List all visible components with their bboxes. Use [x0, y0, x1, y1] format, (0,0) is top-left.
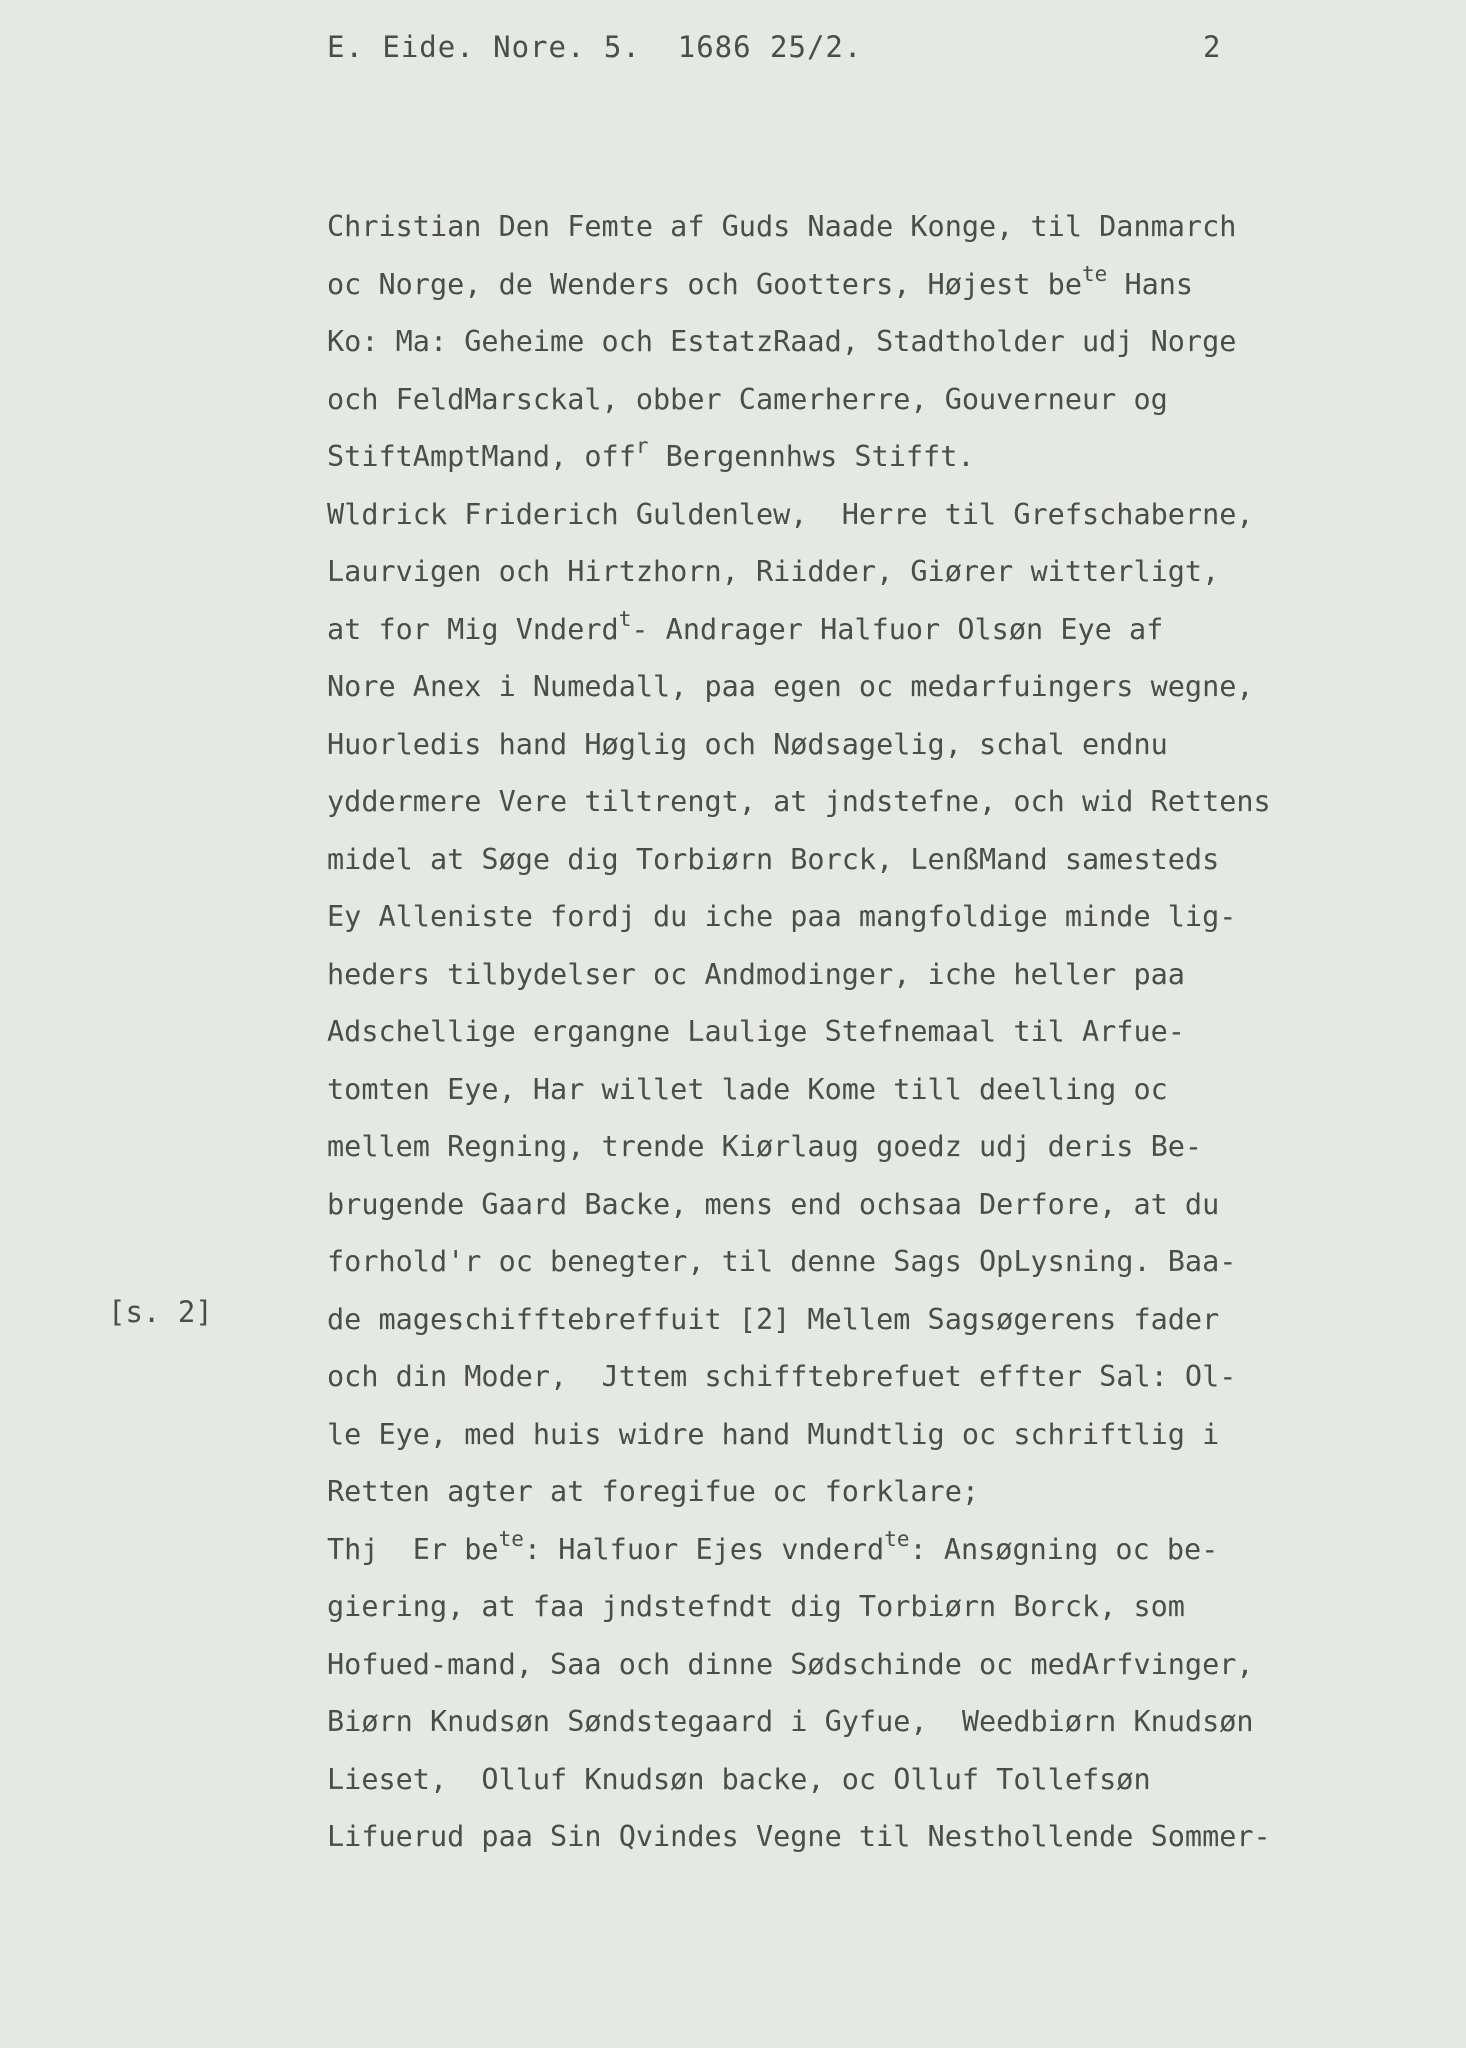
- text-line: tomten Eye, Har willet lade Kome till deelling oc: [327, 1072, 1168, 1106]
- text-line: Hofued-mand, Saa och dinne Sødschinde oc medArfvinger,: [327, 1647, 1254, 1681]
- transcription-body: [327, 198, 1457, 1866]
- text-line: Nore Anex i Numedall, paa egen oc medarfuingers wegne,: [327, 670, 1254, 703]
- text-line: Thj Er $be^{te}$: Halfuor Ejes vnderd$^{te}$: Ansøgning oc be-: [327, 1526, 1219, 1566]
- text-line: de mageschifftebreffuit [2] Mellem Sagsøgerens fader: [327, 1302, 1220, 1336]
- text-line: mellem Regning, trende Kiørlaug goedz udj deris Be-: [327, 1130, 1203, 1163]
- text-line: yddermere Vere tiltrengt, at jndstefne, och wid Rettens: [327, 785, 1271, 818]
- text-line: forhold'r oc benegter, til denne Sags OpLysning. Baa-: [327, 1245, 1237, 1278]
- superscript: r: [635, 434, 649, 458]
- text-line: giering, at faa jndstefndt dig Torbiørn Borck, som: [327, 1590, 1185, 1623]
- superscript: te: [1081, 261, 1108, 286]
- text-line: Biørn Knudsøn Søndstegaard i Gyfue, Weedbiørn Knudsøn: [327, 1705, 1254, 1738]
- text-line: Christian Den Femte af Guds Naade Konge, til Danmarch: [327, 210, 1237, 243]
- text-line: Retten agter at foregifue oc forklare;: [327, 1475, 980, 1508]
- text-line: Ko: Ma: Geheime och EstatzRaad, Stadtholder udj Norge: [327, 325, 1237, 358]
- text-line: midel at Søge dig Torbiørn Borck, LenßMand samesteds: [327, 842, 1220, 876]
- text-line: Lieset, Olluf Knudsøn backe, oc Olluf Tollefsøn: [327, 1762, 1151, 1796]
- superscript: te: [884, 1526, 910, 1551]
- text-line: le Eye, med huis widre hand Mundtlig oc schriftlig i: [327, 1417, 1220, 1451]
- superscript: te: [498, 1526, 524, 1551]
- margin-page-note: [s. 2]: [108, 1295, 213, 1329]
- text-line: och FeldMarsckal, obber Camerherre, Gouverneur og: [327, 382, 1168, 416]
- text-line: Ey Alleniste fordj du iche paa mangfoldige minde lig-: [327, 900, 1237, 933]
- text-line: Wldrick Friderich Guldenlew, Herre til Grefschaberne,: [327, 497, 1254, 531]
- text-line: oc Norge, de Wenders och Gootters, Højest $be^{te}$ Hans: [327, 261, 1194, 301]
- text-line: Huorledis hand Høglig och Nødsagelig, schal endnu: [327, 727, 1168, 761]
- text-line: Lifuerud paa Sin Qvindes Vegne til Nesthollende Sommer-: [327, 1820, 1271, 1853]
- text-line: Adschellige ergangne Laulige Stefnemaal til Arfue-: [327, 1015, 1185, 1048]
- superscript: t: [618, 606, 632, 631]
- text-line: och din Moder, Jttem schifftebrefuet effter Sal: Ol-: [327, 1360, 1237, 1393]
- text-line: brugende Gaard Backe, mens end ochsaa Derfore, at du: [327, 1187, 1220, 1221]
- text-line: Laurvigen och Hirtzhorn, Riidder, Giører witterligt,: [327, 555, 1220, 588]
- text-line: heders tilbydelser oc Andmodinger, iche heller paa: [327, 957, 1185, 991]
- page-number: 2: [1203, 30, 1221, 64]
- text-line: StiftAmptMand, off$^r$ Bergennhws Stifft.: [327, 434, 975, 473]
- text-line: at for Mig Vnderd$^t$- Andrager Halfuor Olsøn Eye af: [327, 606, 1164, 646]
- header-reference: E. Eide. Nore. 5. 1686 25/2.: [327, 30, 863, 64]
